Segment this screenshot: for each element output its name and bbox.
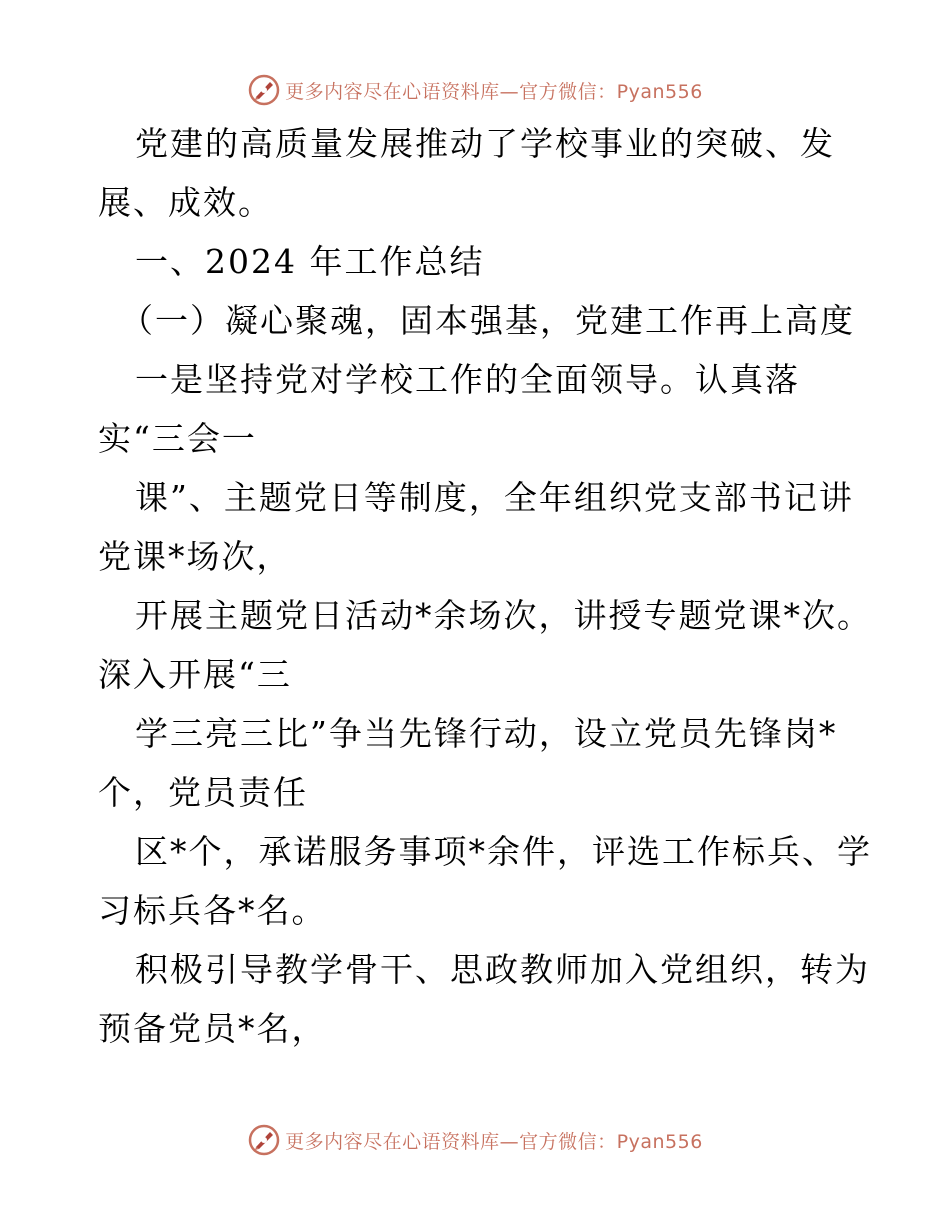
quill-seal-icon xyxy=(247,1123,281,1157)
body-line: 学三亮三比”争当先锋行动，设立党员先锋岗* xyxy=(135,714,838,753)
body-line: 课”、主题党日等制度，全年组织党支部书记讲 xyxy=(135,478,854,517)
quill-seal-icon xyxy=(247,73,281,107)
section-heading: 一、2024 年工作总结 xyxy=(135,242,485,281)
body-line: 深入开展“三 xyxy=(98,655,292,694)
body-line: 区*个，承诺服务事项*余件，评选工作标兵、学 xyxy=(135,832,872,871)
body-line: 开展主题党日活动*余场次，讲授专题党课*次。 xyxy=(135,596,872,635)
watermark-text: 更多内容尽在心语资料库—官方微信：Pyan556 xyxy=(285,1130,703,1153)
body-line: 展、成效。 xyxy=(98,183,273,222)
body-line: 实“三会一 xyxy=(98,419,257,458)
body-line: 一是坚持党对学校工作的全面领导。认真落 xyxy=(135,360,800,399)
body-line: 党课*场次， xyxy=(98,537,292,576)
body-line: 习标兵各*名。 xyxy=(98,891,327,930)
watermark-text: 更多内容尽在心语资料库—官方微信：Pyan556 xyxy=(285,80,703,103)
body-line: 党建的高质量发展推动了学校事业的突破、发 xyxy=(135,124,835,163)
header-watermark xyxy=(0,70,950,110)
body-line: 预备党员*名， xyxy=(98,1009,327,1048)
body-line: 积极引导教学骨干、思政教师加入党组织，转为 xyxy=(135,950,870,989)
body-line: 个，党员责任 xyxy=(98,773,308,812)
subsection-heading: （一）凝心聚魂，固本强基，党建工作再上高度 xyxy=(120,301,855,340)
footer-watermark xyxy=(0,1120,950,1160)
